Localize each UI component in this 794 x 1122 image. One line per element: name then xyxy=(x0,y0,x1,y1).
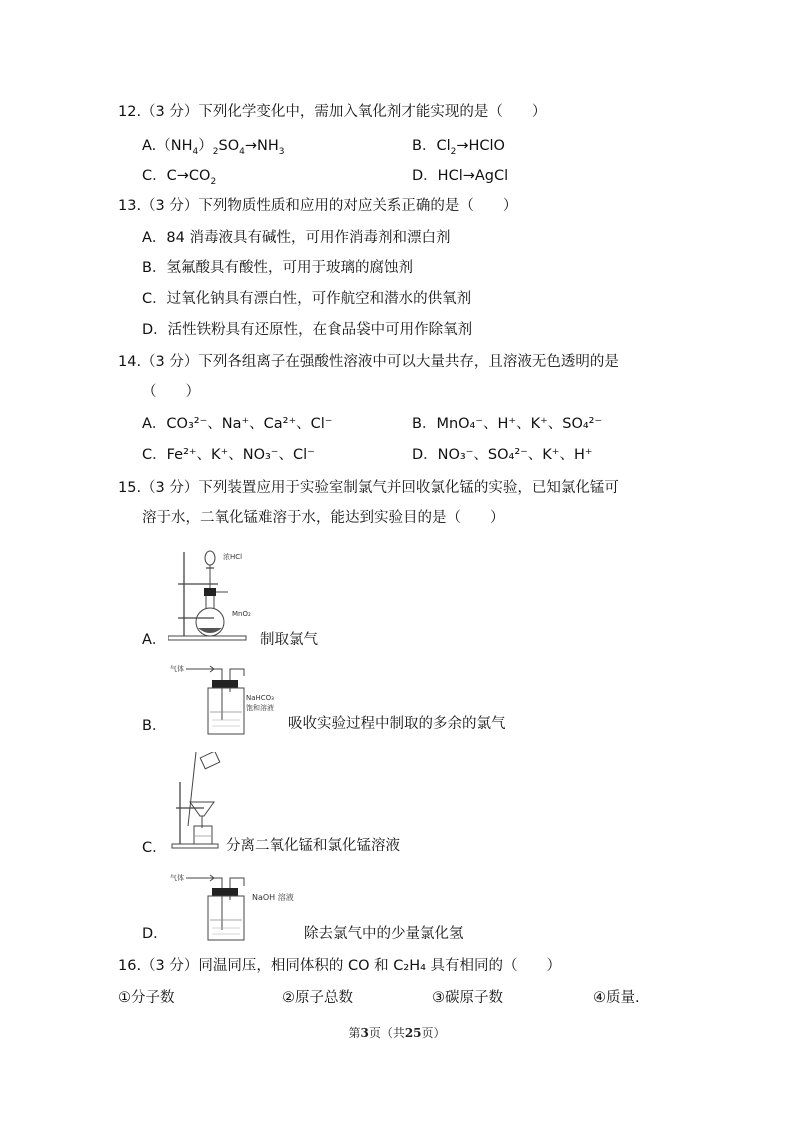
gas-washing-bottle-naoh-diagram xyxy=(168,868,298,944)
q15-option-a-label: A． xyxy=(142,632,167,648)
q15-stem-line2: 溶于水，二氧化锰难溶于水，能达到实验目的是（ ） xyxy=(142,510,505,526)
q16-choice-4: ④质量. xyxy=(593,990,640,1006)
q15-a-tag-mno2: MnO₂ xyxy=(232,610,251,618)
q16-stem: 16.（3 分）同温同压，相同体积的 CO 和 C₂H₄ 具有相同的（ ） xyxy=(118,958,562,974)
q15-option-b-caption: 吸收实验过程中制取的多余的氯气 xyxy=(288,716,506,732)
q15-option-a-caption: 制取氯气 xyxy=(260,632,318,648)
q15-d-tag-gas: 气体 xyxy=(170,874,184,882)
q15-option-d-label: D． xyxy=(142,926,168,942)
q12-option-a: $A.(NH_4)_2SO_4\to NH_3$ xyxy=(142,138,285,157)
page-footer: 第3页（共25页） xyxy=(348,1026,446,1040)
q13-stem: 13.（3 分）下列物质性质和应用的对应关系正确的是（ ） xyxy=(118,198,518,214)
q16-choice-2: ②原子总数 xyxy=(282,990,353,1006)
page-total: 25 xyxy=(404,1026,422,1040)
q12-option-c: C．$C\to CO_2$ xyxy=(142,168,217,187)
q12-option-d: D．HCl→AgCl xyxy=(412,168,509,184)
q15-b-tag-gas: 气体 xyxy=(170,665,184,673)
q13-option-d: D．活性铁粉具有还原性，在食品袋中可用作除氧剂 xyxy=(142,322,473,338)
q14-stem-bracket: （ ） xyxy=(142,384,200,400)
q15-stem: 15.（3 分）下列装置应用于实验室制氯气并回收氯化锰的实验，已知氯化锰可 xyxy=(118,480,619,496)
q15-option-c-label: C． xyxy=(142,840,167,856)
q14-stem: 14.（3 分）下列各组离子在强酸性溶液中可以大量共存，且溶液无色透明的是 xyxy=(118,354,619,370)
q12-option-b: B．$Cl_2\to HClO$ xyxy=(412,138,505,157)
q12-stem: 12.（3 分）下列化学变化中，需加入氧化剂才能实现的是（ ） xyxy=(118,104,547,120)
q16-choice-1: ①分子数 xyxy=(118,990,175,1006)
q14-option-d: D．NO₃⁻、SO₄²⁻、K⁺、H⁺ xyxy=(412,447,593,463)
q16-choice-3: ③碳原子数 xyxy=(432,990,503,1006)
q13-option-a: A．84 消毒液具有碱性，可用作消毒剂和漂白剂 xyxy=(142,230,451,246)
q14-option-c: C．Fe²⁺、K⁺、NO₃⁻、Cl⁻ xyxy=(142,447,315,463)
q15-option-c-caption: 分离二氧化锰和氯化锰溶液 xyxy=(226,838,400,854)
q15-b-tag-nahco3: NaHCO₃ xyxy=(246,694,274,702)
chlorine-generator-diagram xyxy=(168,546,258,642)
gas-washing-bottle-nahco3-diagram xyxy=(168,662,283,738)
q14-option-a: A．CO₃²⁻、Na⁺、Ca²⁺、Cl⁻ xyxy=(142,416,333,432)
q15-a-tag-hcl: 浓HCl xyxy=(223,553,243,561)
q15-b-tag-saturated: 饱和溶液 xyxy=(246,704,274,712)
filtration-apparatus-diagram xyxy=(168,752,228,850)
q14-option-b: B．MnO₄⁻、H⁺、K⁺、SO₄²⁻ xyxy=(412,416,603,432)
q15-option-d-caption: 除去氯气中的少量氯化氢 xyxy=(304,926,464,942)
page-number: 3 xyxy=(360,1026,369,1040)
q15-option-b-label: B． xyxy=(142,718,167,734)
q13-option-c: C．过氧化钠具有漂白性，可作航空和潜水的供氧剂 xyxy=(142,291,472,307)
q15-d-tag-naoh: NaOH 溶液 xyxy=(252,893,294,902)
q13-option-b: B．氢氟酸具有酸性，可用于玻璃的腐蚀剂 xyxy=(142,260,413,276)
